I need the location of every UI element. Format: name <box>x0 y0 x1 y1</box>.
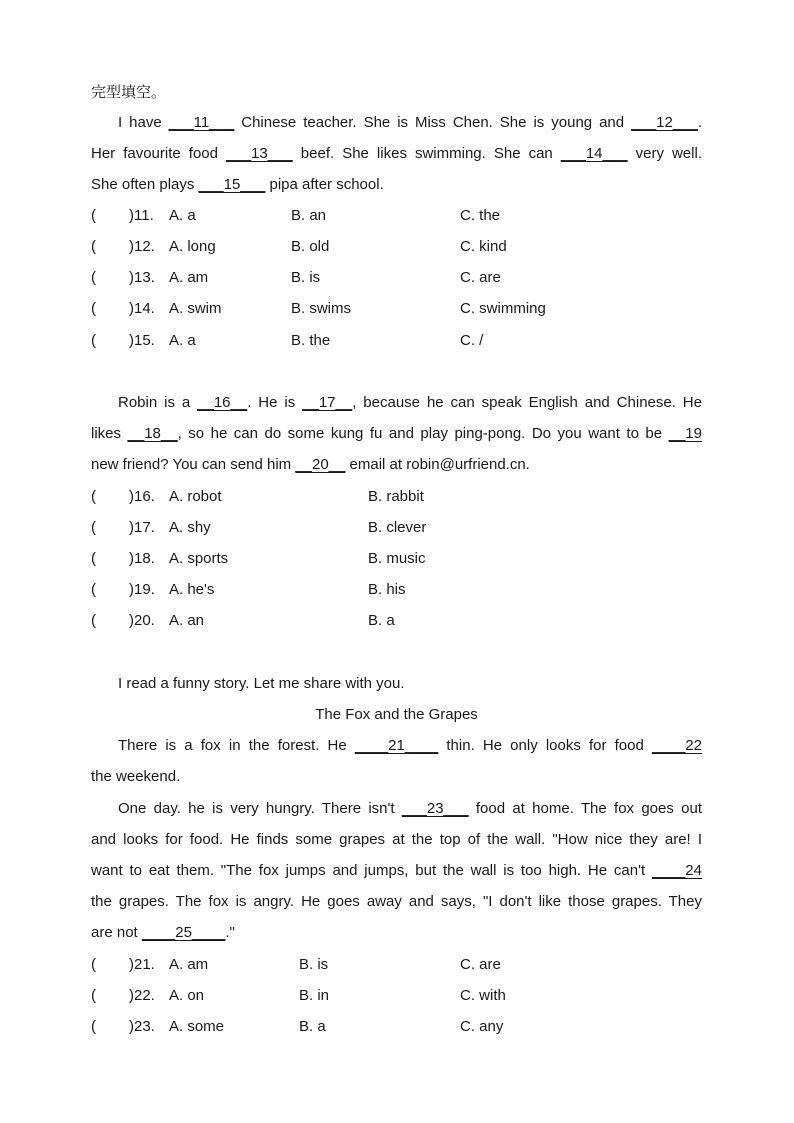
answer-paren: ( <box>91 612 96 629</box>
text: , so he can do some kung fu and play ping-pong. Do you want to be <box>177 425 669 442</box>
blank-22: ____22 <box>651 737 702 754</box>
answer-paren: ( <box>91 269 96 286</box>
passage3-line4: and looks for food. He finds some grapes at the top of the wall. "How nice they are! I <box>91 831 702 848</box>
text: One day. he is very hungry. There isn't <box>118 800 402 817</box>
blank-18: __18__ <box>127 425 178 442</box>
blank-11: ___11___ <box>168 114 235 131</box>
option-a: A. swim <box>169 300 222 317</box>
option-c: C. / <box>460 332 484 349</box>
text: There is a fox in the forest. He <box>118 737 355 754</box>
option-b: B. the <box>291 332 331 349</box>
story-title: The Fox and the Grapes <box>315 706 478 723</box>
option-c: C. swimming <box>460 300 546 317</box>
text: thin. He only looks for food <box>438 737 652 754</box>
question-number: )20. <box>129 612 155 629</box>
option-b: B. a <box>368 612 395 629</box>
option-b: B. rabbit <box>368 488 424 505</box>
option-a: A. he's <box>169 581 215 598</box>
option-a: A. sports <box>169 550 229 567</box>
answer-paren: ( <box>91 550 96 567</box>
answer-paren: ( <box>91 1018 96 1035</box>
blank-19: __19 <box>668 425 702 442</box>
passage3-line1 <box>91 736 702 756</box>
question-number: )18. <box>129 550 155 567</box>
question-number: )17. <box>129 519 155 536</box>
option-c: C. kind <box>460 238 507 255</box>
passage2-line2 <box>91 424 702 444</box>
text: . He is <box>247 394 303 411</box>
option-b: B. swims <box>291 300 351 317</box>
passage2-line1 <box>91 393 702 413</box>
blank-17: __17__ <box>302 394 353 411</box>
question-number: )22. <box>129 987 155 1004</box>
blank-25: ____25____ <box>141 924 226 941</box>
text: want to eat them. "The fox jumps and jumps, but the wall is too high. He can't <box>91 862 652 879</box>
option-b: B. old <box>291 238 330 255</box>
story-intro: I read a funny story. Let me share with you. <box>118 675 405 692</box>
text: likes <box>91 425 128 442</box>
question-number: )15. <box>129 332 155 349</box>
option-a: A. long <box>169 238 216 255</box>
option-c: C. any <box>460 1018 504 1035</box>
answer-paren: ( <box>91 987 96 1004</box>
option-b: B. a <box>299 1018 326 1035</box>
passage3-line5 <box>91 861 702 881</box>
text: email at robin@urfriend.cn. <box>345 456 530 473</box>
question-number: )12. <box>129 238 155 255</box>
text: Her favourite food <box>91 145 227 162</box>
text: . <box>697 114 703 131</box>
text: food at home. The fox goes out <box>468 800 703 817</box>
question-number: )14. <box>129 300 155 317</box>
text: , because he can speak English and Chinese. He <box>352 394 702 411</box>
answer-paren: ( <box>91 300 96 317</box>
blank-24: ____24 <box>651 862 702 879</box>
answer-paren: ( <box>91 581 96 598</box>
blank-15: ___15___ <box>198 176 266 193</box>
blank-12: ___12___ <box>631 114 698 131</box>
blank-20: __20__ <box>295 456 346 473</box>
option-a: A. an <box>169 612 205 629</box>
text: She often plays <box>91 176 199 193</box>
text: beef. She likes swimming. She can <box>292 145 561 162</box>
passage1-line3 <box>91 175 384 195</box>
option-b: B. in <box>299 987 330 1004</box>
question-number: )11. <box>129 207 154 224</box>
option-b: B. is <box>299 956 329 973</box>
option-a: A. am <box>169 269 209 286</box>
answer-paren: ( <box>91 956 96 973</box>
option-b: B. clever <box>368 519 427 536</box>
answer-paren: ( <box>91 207 96 224</box>
text: very well. <box>627 145 702 162</box>
blank-13: ___13___ <box>226 145 293 162</box>
passage2-line3 <box>91 455 530 475</box>
answer-paren: ( <box>91 332 96 349</box>
option-c: C. with <box>460 987 506 1004</box>
question-number: )16. <box>129 488 155 505</box>
blank-23: ___23___ <box>401 800 469 817</box>
passage3-line2: the weekend. <box>91 768 181 785</box>
passage3-line6: the grapes. The fox is angry. He goes away and says, "I don't like those grapes. They <box>91 893 702 910</box>
blank-16: __16__ <box>197 394 248 411</box>
question-number: )21. <box>129 956 155 973</box>
answer-paren: ( <box>91 488 96 505</box>
option-b: B. is <box>291 269 321 286</box>
option-c: C. are <box>460 269 501 286</box>
passage3-line7 <box>91 923 235 943</box>
passage1-line2 <box>91 144 702 164</box>
option-a: A. robot <box>169 488 222 505</box>
option-c: C. are <box>460 956 501 973</box>
passage1-line1 <box>91 113 702 133</box>
option-a: A. on <box>169 987 205 1004</box>
option-a: A. some <box>169 1018 225 1035</box>
answer-paren: ( <box>91 519 96 536</box>
section-title: 完型填空。 <box>91 83 167 101</box>
blank-14: ___14___ <box>560 145 628 162</box>
option-a: A. shy <box>169 519 211 536</box>
option-b: B. his <box>368 581 406 598</box>
text: pipa after school. <box>265 176 384 193</box>
text: Chinese teacher. She is Miss Chen. She is young and <box>234 114 632 131</box>
question-number: )23. <box>129 1018 155 1035</box>
option-b: B. music <box>368 550 426 567</box>
option-c: C. the <box>460 207 501 224</box>
text: new friend? You can send him <box>91 456 296 473</box>
passage3-line3 <box>91 799 702 819</box>
question-number: )13. <box>129 269 155 286</box>
text: are not <box>91 924 142 941</box>
answer-paren: ( <box>91 238 96 255</box>
text: Robin is a <box>118 394 198 411</box>
text: I have <box>118 114 169 131</box>
text: ." <box>225 924 235 941</box>
blank-21: ____21____ <box>354 737 439 754</box>
question-number: )19. <box>129 581 155 598</box>
option-a: A. a <box>169 332 196 349</box>
option-b: B. an <box>291 207 327 224</box>
option-a: A. a <box>169 207 196 224</box>
option-a: A. am <box>169 956 209 973</box>
